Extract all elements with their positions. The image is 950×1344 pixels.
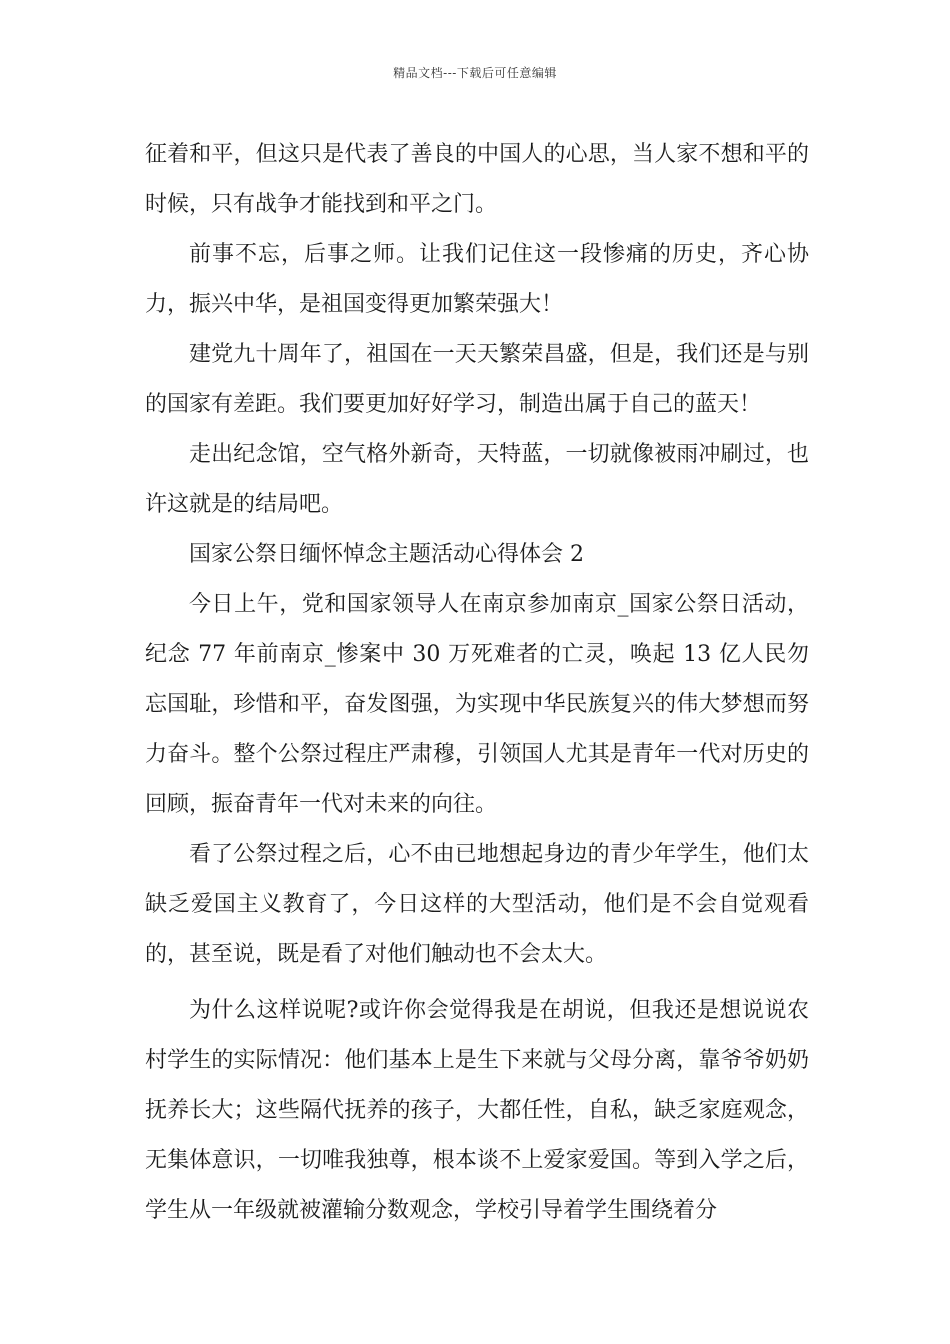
- paragraph: 今日上午，党和国家领导人在南京参加南京_国家公祭日活动，纪念 77 年前南京_惨案中 30 万死难者的亡灵，唤起 13 亿人民勿忘国耻，珍惜和平，奋发图强，为实现中华民族复兴的伟大梦想而努力奋斗。整个公祭过程庄严肃穆，引领国人尤其是青年一代对历史的回顾，振奋青年一代对未来的向往。: [145, 592, 809, 817]
- document-body: [145, 130, 809, 1236]
- header-note: 精品文档---下载后可任意编辑: [393, 66, 557, 80]
- paragraph: 为什么这样说呢?或许你会觉得我是在胡说，但我还是想说说农村学生的实际情况：他们基本上是生下来就与父母分离，靠爷爷奶奶抚养长大；这些隔代抚养的孩子，大都任性，自私，缺乏家庭观念，无集体意识，一切唯我独尊，根本谈不上爱家爱国。等到入学之后，学生从一年级就被灌输分数观念，学校引导着学生围绕着分: [145, 998, 809, 1223]
- paragraph: 走出纪念馆，空气格外新奇，天特蓝，一切就像被雨冲刷过，也许这就是的结局吧。: [145, 442, 809, 517]
- paragraph: 前事不忘，后事之师。让我们记住这一段惨痛的历史，齐心协力，振兴中华，是祖国变得更加繁荣强大！: [145, 242, 809, 317]
- paragraph: 建党九十周年了，祖国在一天天繁荣昌盛，但是，我们还是与别的国家有差距。我们要更加好好学习，制造出属于自己的蓝天！: [145, 342, 809, 417]
- paragraph: 看了公祭过程之后，心不由已地想起身边的青少年学生，他们太缺乏爱国主义教育了，今日这样的大型活动，他们是不会自觉观看的，甚至说，既是看了对他们触动也不会太大。: [145, 842, 809, 967]
- paragraph-continuation: 征着和平，但这只是代表了善良的中国人的心思，当人家不想和平的时候，只有战争才能找到和平之门。: [145, 142, 809, 217]
- section-heading: 国家公祭日缅怀悼念主题活动心得体会 2: [189, 542, 584, 567]
